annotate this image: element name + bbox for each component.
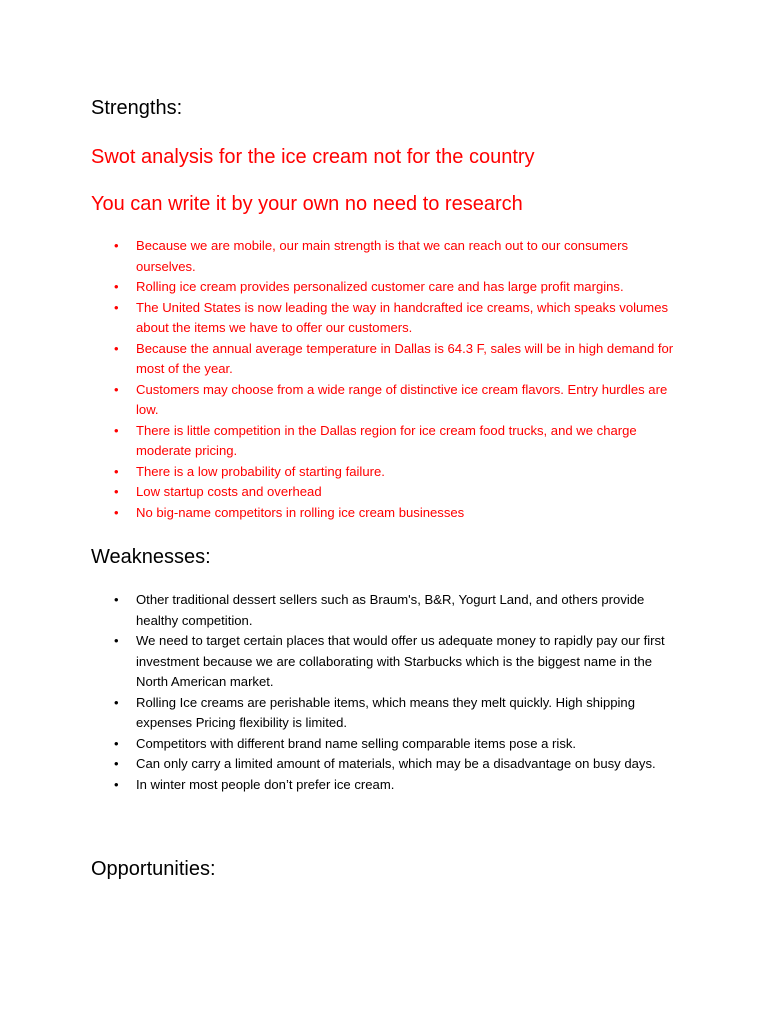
weaknesses-item-text: Other traditional dessert sellers such as Braum's, B&R, Yogurt Land, and others provide healthy competition. [136, 592, 645, 628]
weaknesses-heading: Weaknesses: [91, 546, 211, 568]
strengths-list-item [0, 503, 768, 524]
bullet-icon: • [114, 592, 119, 607]
weaknesses-list [0, 590, 768, 795]
bullet-icon: • [114, 756, 119, 771]
bullet-icon: • [114, 735, 119, 751]
bullet-icon: • [114, 484, 119, 499]
bullet-icon: • [114, 776, 119, 792]
weaknesses-item-text: Can only carry a limited amount of materials, which may be a disadvantage on busy days. [136, 756, 656, 771]
bullet-icon: • [114, 238, 119, 253]
weaknesses-item-text: We need to target certain places that would offer us adequate money to rapidly pay our first investment because we are collaborating with Starbucks which is the biggest name in the North American market. [136, 633, 665, 689]
weaknesses-list-item [0, 754, 768, 775]
strengths-item-text: Because the annual average temperature in Dallas is 64.3 F, sales will be in high demand for most of the year. [136, 340, 674, 376]
strengths-list-item [0, 462, 768, 483]
bullet-icon: • [114, 422, 119, 438]
bullet-icon: • [114, 633, 119, 648]
bullet-icon: • [114, 299, 119, 315]
weaknesses-list-item [0, 590, 768, 631]
strengths-item-text: Rolling ice cream provides personalized customer care and has large profit margins. [136, 279, 624, 294]
bullet-icon: • [114, 381, 119, 397]
bullet-icon: • [114, 340, 119, 356]
strengths-item-text: No big-name competitors in rolling ice cream businesses [136, 504, 465, 520]
bullet-icon: • [114, 504, 119, 520]
weaknesses-list-item [0, 775, 768, 796]
weaknesses-item-text: Competitors with different brand name selling comparable items pose a risk. [136, 735, 577, 751]
weaknesses-item-text: Rolling Ice creams are perishable items, which means they melt quickly. High shipping expenses Pricing flexibility is limited. [136, 694, 635, 730]
strengths-list-item [0, 380, 768, 421]
bullet-icon: • [114, 694, 119, 710]
red-note-swot-scope: Swot analysis for the ice cream not for the country [91, 146, 535, 168]
strengths-item-text: Because we are mobile, our main strength is that we can reach out to our consumers ourselves. [136, 238, 628, 274]
strengths-item-text: Customers may choose from a wide range of distinctive ice cream flavors. Entry hurdles are low. [136, 381, 668, 417]
strengths-heading: Strengths: [91, 97, 183, 119]
strengths-list-item [0, 339, 768, 380]
strengths-item-text: There is a low probability of starting failure. [136, 463, 385, 479]
strengths-list-item [0, 421, 768, 462]
strengths-list-item [0, 277, 768, 298]
strengths-item-text: The United States is now leading the way in handcrafted ice creams, which speaks volumes about the items we have to offer our customers. [136, 299, 669, 335]
weaknesses-list-item [0, 631, 768, 693]
opportunities-heading: Opportunities: [91, 858, 216, 880]
weaknesses-item-text: In winter most people don’t prefer ice cream. [136, 776, 395, 792]
bullet-icon: • [114, 279, 119, 294]
strengths-list-item [0, 236, 768, 277]
weaknesses-list-item [0, 693, 768, 734]
weaknesses-list-item [0, 734, 768, 755]
strengths-item-text: There is little competition in the Dallas region for ice cream food trucks, and we charge moderate pricing. [136, 422, 637, 458]
red-note-write-own: You can write it by your own no need to research [91, 193, 523, 215]
strengths-list-item [0, 298, 768, 339]
strengths-list-item [0, 482, 768, 503]
strengths-item-text: Low startup costs and overhead [136, 484, 322, 499]
strengths-list [0, 236, 768, 523]
bullet-icon: • [114, 463, 119, 479]
